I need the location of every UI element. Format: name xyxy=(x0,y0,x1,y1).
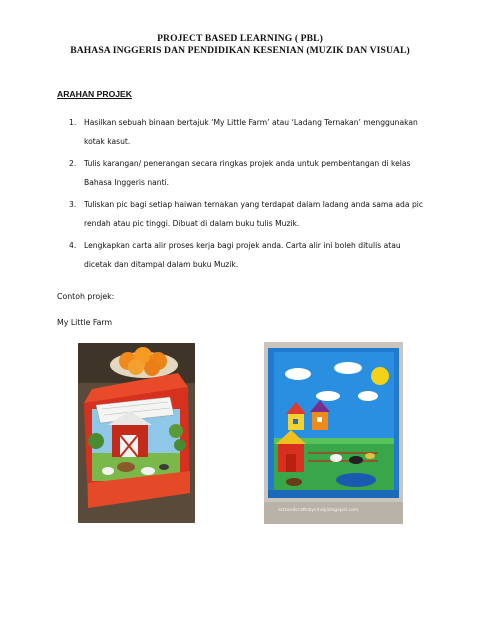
instruction-item xyxy=(57,114,427,151)
farm-photo-2-illustration xyxy=(264,342,403,524)
farm-photo-2 xyxy=(264,342,403,524)
instruction-number: 2. xyxy=(69,159,77,168)
instruction-item xyxy=(57,237,427,274)
instruction-text: Tuliskan pic bagi setiap haiwan ternakan yang terdapat dalam ladang anda sama ada pic rendah atau pic tinggi. Dibuat di dalam buku tulis Muzik. xyxy=(84,200,424,228)
instruction-number: 3. xyxy=(69,200,77,209)
instruction-text: Lengkapkan carta alir proses kerja bagi projek anda. Carta alir ini boleh ditulis atau dicetak dan ditampal dalam buku Muzik. xyxy=(84,241,401,269)
instruction-text: Tulis karangan/ penerangan secara ringkas projek anda untuk pembentangan di kelas Bahasa Inggeris nanti. xyxy=(84,159,411,187)
farm-photo-1-illustration xyxy=(78,343,195,523)
instruction-item xyxy=(57,155,427,192)
instruction-number: 4. xyxy=(69,241,77,250)
page-title-line-2: BAHASA INGGERIS DAN PENDIDIKAN KESENIAN (MUZIK DAN VISUAL) xyxy=(70,45,410,56)
example-title: My Little Farm xyxy=(57,318,113,327)
photo-watermark: artsandcraftsbycindy.blogspot.com xyxy=(278,508,359,513)
instruction-item xyxy=(57,196,427,233)
section-heading: ARAHAN PROJEK xyxy=(57,89,132,99)
example-label: Contoh projek: xyxy=(57,292,115,301)
page-title-line-1: PROJECT BASED LEARNING ( PBL) xyxy=(157,33,323,44)
instruction-number: 1. xyxy=(69,118,77,127)
farm-photo-1 xyxy=(78,343,195,523)
instruction-list xyxy=(57,114,427,278)
instruction-text: Hasilkan sebuah binaan bertajuk ‘My Little Farm’ atau ‘Ladang Ternakan’ menggunakan kotak kasut. xyxy=(84,118,418,146)
